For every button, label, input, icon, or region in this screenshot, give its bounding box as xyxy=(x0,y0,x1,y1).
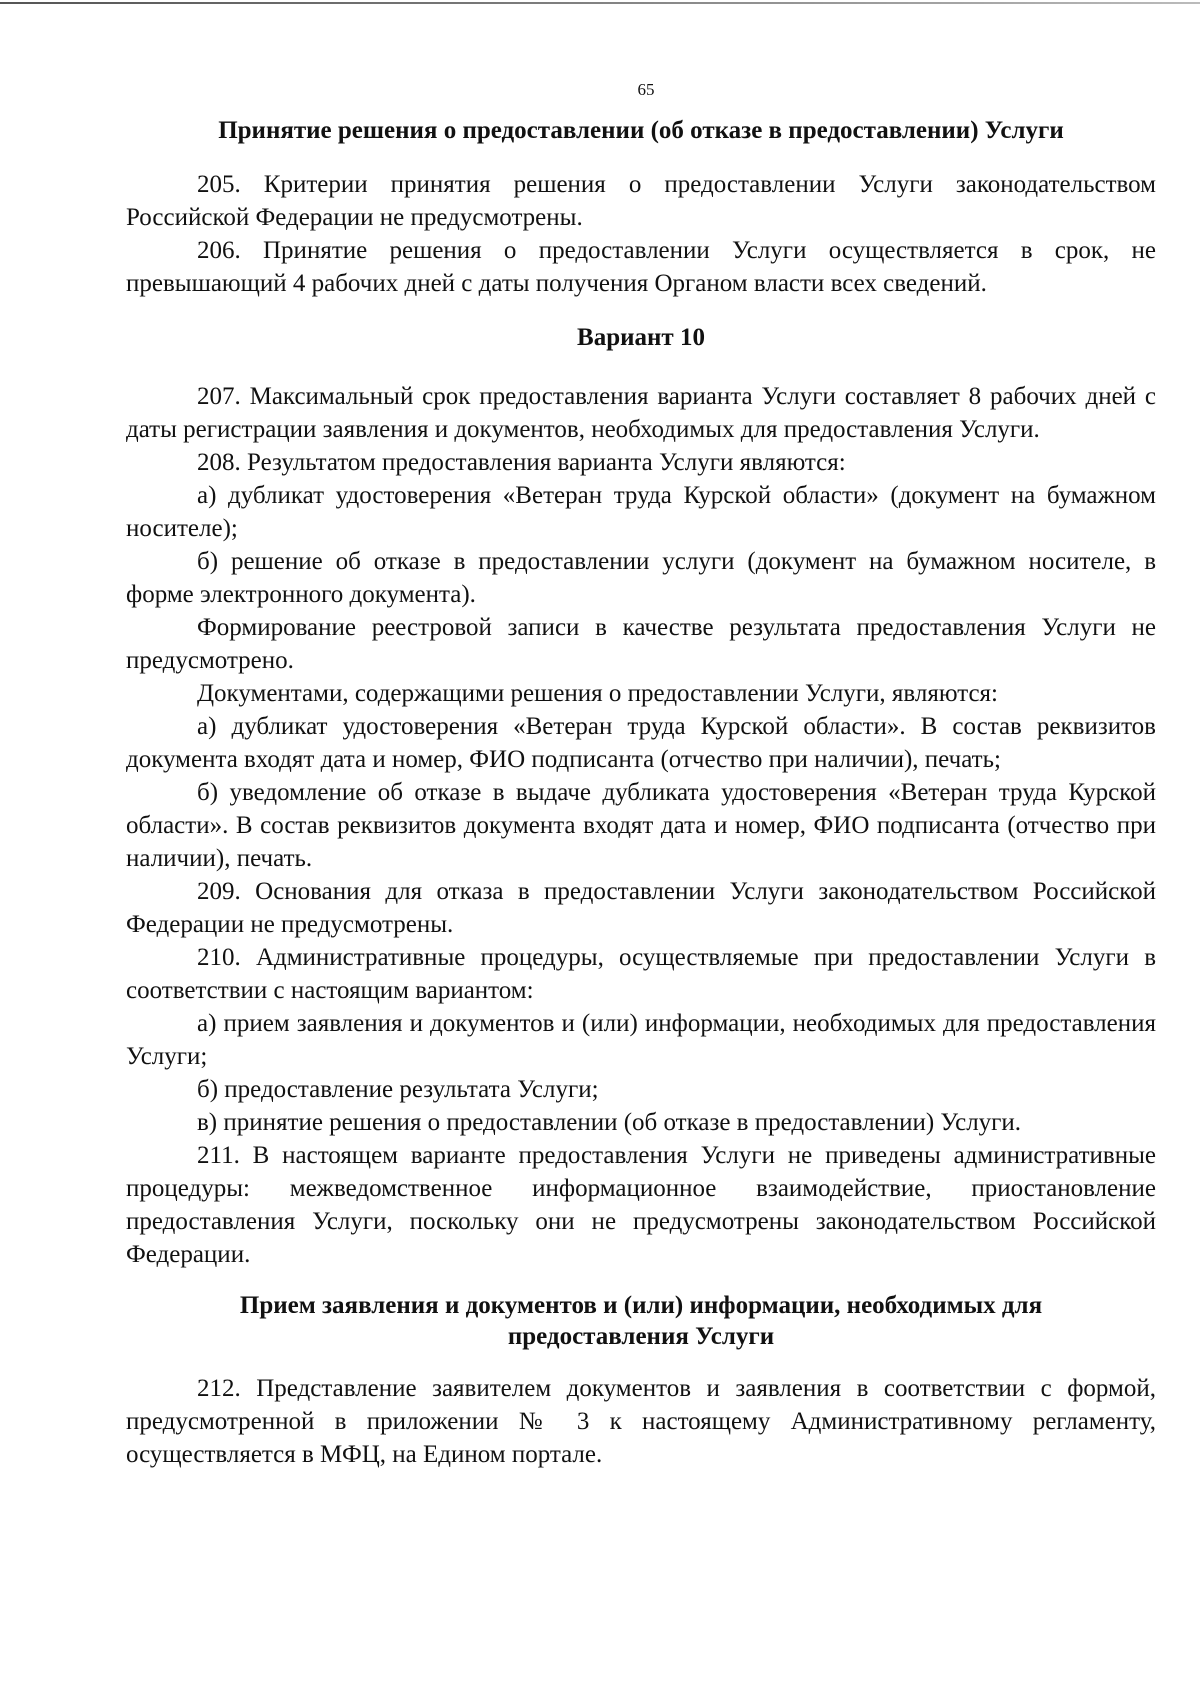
list-item-210c: в) принятие решения о предоставлении (об отказе в предоставлении) Услуги. xyxy=(197,1109,1022,1136)
section-decision xyxy=(126,115,1156,146)
section-variant-10-body xyxy=(126,380,1156,1271)
section-application-intake-body xyxy=(126,1372,1156,1471)
section-heading: Вариант 10 xyxy=(577,324,705,351)
list-item-208b: б) решение об отказе в предоставлении услуги (документ на бумажном носителе, в форме электронного документа). xyxy=(126,548,1156,608)
list-item-210b: б) предоставление результата Услуги; xyxy=(197,1076,599,1103)
section-heading: Принятие решения о предоставлении (об отказе в предоставлении) Услуги xyxy=(218,117,1064,144)
section-decision-body xyxy=(126,168,1156,300)
paragraph-205: 205. Критерии принятия решения о предоставлении Услуги законодательством Российской Федерации не предусмотрены. xyxy=(126,171,1156,231)
list-item-documents-b: б) уведомление об отказе в выдаче дубликата удостоверения «Ветеран труда Курской области». В состав реквизитов документа входят дата и номер, ФИО подписанта (отчество при наличии), печать. xyxy=(126,779,1156,872)
paragraph-documents: Документами, содержащими решения о предоставлении Услуги, являются: xyxy=(197,680,998,707)
paragraph-207: 207. Максимальный срок предоставления варианта Услуги составляет 8 рабочих дней с даты регистрации заявления и документов, необходимых для предоставления Услуги. xyxy=(126,383,1156,443)
list-item-210a: а) прием заявления и документов и (или) информации, необходимых для предоставления Услуги; xyxy=(126,1010,1156,1070)
paragraph-212: 212. Представление заявителем документов и заявления в соответствии с формой, предусмотренной в приложении № 3 к настоящему Административному регламенту, осуществляется в МФЦ, на Едином портале. xyxy=(126,1375,1156,1468)
paragraph-206: 206. Принятие решения о предоставлении Услуги осуществляется в срок, не превышающий 4 рабочих дней с даты получения Органом власти всех сведений. xyxy=(126,237,1156,297)
paragraph-registry-record: Формирование реестровой записи в качестве результата предоставления Услуги не предусмотрено. xyxy=(126,614,1156,674)
paragraph-210: 210. Административные процедуры, осуществляемые при предоставлении Услуги в соответствии с настоящим вариантом: xyxy=(126,944,1156,1004)
section-variant-10 xyxy=(126,322,1156,353)
paragraph-208: 208. Результатом предоставления варианта Услуги являются: xyxy=(197,449,846,476)
paragraph-209: 209. Основания для отказа в предоставлении Услуги законодательством Российской Федерации не предусмотрены. xyxy=(126,878,1156,938)
list-item-208a: а) дубликат удостоверения «Ветеран труда Курской области» (документ на бумажном носителе); xyxy=(126,482,1156,542)
scan-edge-line xyxy=(0,2,1200,4)
section-application-intake xyxy=(126,1290,1156,1352)
paragraph-211: 211. В настоящем варианте предоставления Услуги не приведены административные процедуры: межведомственное информационное взаимодействие, приостановление предоставления Услуги, поскольку они не предусмотрены законодательством Российской Федерации. xyxy=(126,1142,1156,1268)
list-item-documents-a: а) дубликат удостоверения «Ветеран труда Курской области». В состав реквизитов документа входят дата и номер, ФИО подписанта (отчество при наличии), печать; xyxy=(126,713,1156,773)
page-number: 65 xyxy=(637,80,655,99)
section-heading-line-2: предоставления Услуги xyxy=(507,1323,775,1350)
section-heading-line-1: Прием заявления и документов и (или) информации, необходимых для xyxy=(239,1292,1043,1319)
